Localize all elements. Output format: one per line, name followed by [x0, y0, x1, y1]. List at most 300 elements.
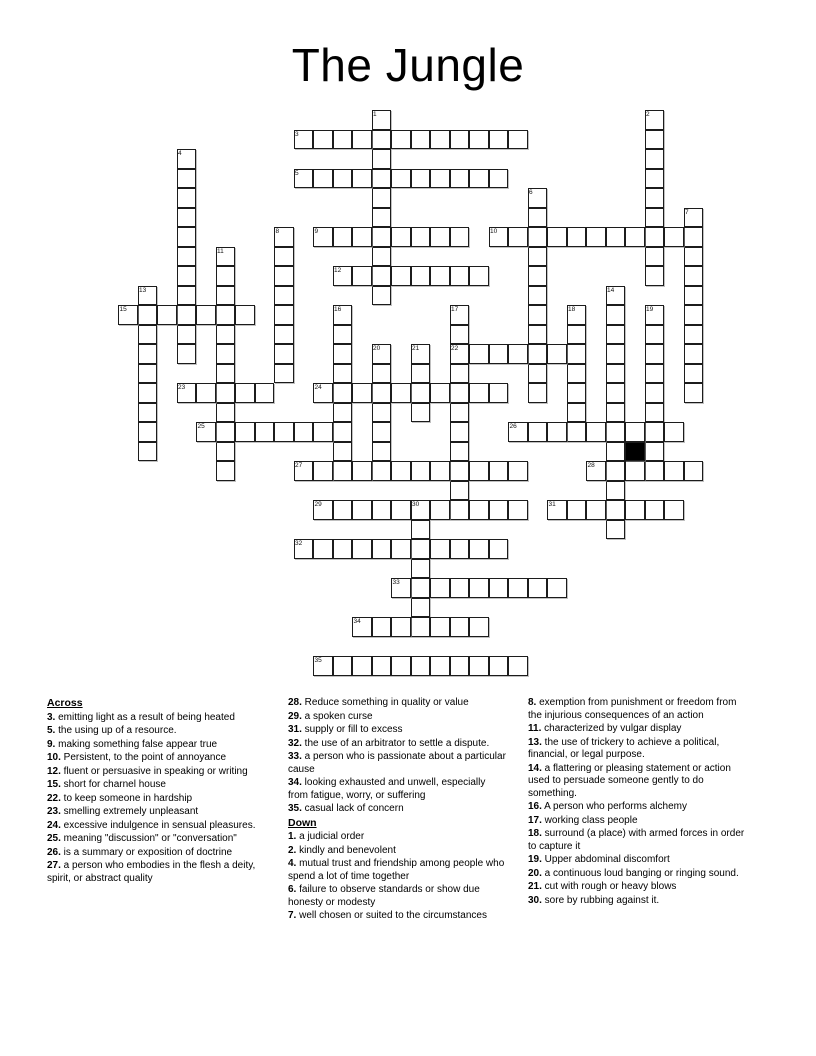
grid-cell[interactable] [313, 130, 333, 150]
clue-item-19: 19. Upper abdominal discomfort [528, 854, 670, 865]
grid-cell[interactable] [684, 344, 704, 364]
grid-cell[interactable] [274, 286, 294, 306]
clue-number-label: 1 [373, 111, 377, 118]
grid-cell[interactable] [469, 617, 489, 637]
grid-cell[interactable] [138, 364, 158, 384]
grid-cell[interactable] [450, 481, 470, 501]
grid-cell[interactable] [138, 403, 158, 423]
grid-cell[interactable] [567, 500, 587, 520]
grid-cell[interactable] [313, 539, 333, 559]
grid-cell[interactable] [450, 266, 470, 286]
clue-number-label: 14 [607, 286, 615, 294]
grid-cell[interactable] [372, 442, 392, 462]
grid-cell[interactable] [352, 227, 372, 247]
grid-cell[interactable] [430, 656, 450, 676]
grid-cell[interactable] [177, 344, 197, 364]
grid-cell[interactable] [372, 149, 392, 169]
grid-cell[interactable] [508, 578, 528, 598]
grid-cell[interactable] [528, 227, 548, 247]
grid-cell[interactable] [450, 364, 470, 384]
grid-cell[interactable] [333, 461, 353, 481]
grid-cell[interactable] [411, 578, 431, 598]
grid-cell[interactable] [528, 325, 548, 345]
grid-cell[interactable] [469, 344, 489, 364]
grid-cell[interactable] [177, 208, 197, 228]
grid-cell[interactable] [177, 305, 197, 325]
grid-cell[interactable] [528, 266, 548, 286]
grid-cell[interactable] [528, 305, 548, 325]
grid-cell[interactable] [469, 383, 489, 403]
grid-cell[interactable] [138, 305, 158, 325]
clue-item-33: 33. a person who is passionate about a particular cause [288, 751, 506, 775]
grid-cell[interactable] [508, 130, 528, 150]
grid-cell[interactable] [430, 617, 450, 637]
grid-cell[interactable] [645, 227, 665, 247]
grid-cell[interactable] [469, 500, 489, 520]
clue-item-12: 12. fluent or persuasive in speaking or writing [47, 765, 248, 777]
clue-number-label: 29 [314, 501, 322, 508]
grid-cell[interactable] [664, 227, 684, 247]
grid-cell[interactable] [430, 539, 450, 559]
grid-cell[interactable] [606, 344, 626, 364]
grid-cell[interactable] [450, 656, 470, 676]
grid-cell[interactable] [372, 422, 392, 442]
grid-cell[interactable] [391, 617, 411, 637]
grid-cell[interactable] [625, 500, 645, 520]
clue-item-11: 11. characterized by vulgar display [528, 723, 682, 734]
grid-cell[interactable] [586, 500, 606, 520]
grid-cell[interactable] [664, 500, 684, 520]
grid-cell[interactable] [645, 247, 665, 267]
grid-cell[interactable] [489, 578, 509, 598]
grid-cell[interactable] [450, 500, 470, 520]
grid-cell[interactable] [372, 188, 392, 208]
clue-number-label: 30 [412, 501, 420, 508]
grid-cell[interactable] [606, 305, 626, 325]
grid-cell[interactable] [645, 422, 665, 442]
grid-cell[interactable] [547, 344, 567, 364]
grid-cell[interactable] [606, 422, 626, 442]
clue-item-30: 30. sore by rubbing against it. [528, 894, 660, 906]
grid-cell[interactable] [352, 130, 372, 150]
grid-cell[interactable] [372, 247, 392, 267]
grid-cell[interactable] [645, 149, 665, 169]
grid-cell[interactable] [372, 656, 392, 676]
grid-cell[interactable] [411, 383, 431, 403]
grid-cell[interactable] [489, 461, 509, 481]
grid-cell[interactable] [352, 539, 372, 559]
across-heading: Across [47, 697, 83, 709]
grid-cell[interactable] [684, 383, 704, 403]
grid-cell[interactable] [645, 344, 665, 364]
grid-cell[interactable] [567, 325, 587, 345]
grid-cell[interactable] [684, 305, 704, 325]
grid-cell[interactable] [625, 422, 645, 442]
puzzle-title: The Jungle [291, 39, 525, 91]
grid-cell[interactable] [235, 383, 255, 403]
grid-cell[interactable] [645, 325, 665, 345]
grid-cell[interactable] [567, 344, 587, 364]
grid-cell[interactable] [684, 247, 704, 267]
grid-cell[interactable] [138, 442, 158, 462]
grid-cell[interactable] [606, 325, 626, 345]
grid-cell[interactable] [391, 656, 411, 676]
grid-cell[interactable] [274, 305, 294, 325]
grid-cell[interactable] [645, 130, 665, 150]
grid-cell[interactable] [411, 598, 431, 618]
clue-number-label: 21 [412, 345, 420, 352]
grid-cell[interactable] [391, 169, 411, 189]
grid-cell[interactable] [489, 130, 509, 150]
grid-cell[interactable] [430, 578, 450, 598]
grid-cell[interactable] [235, 305, 255, 325]
clue-number-label: 3 [295, 130, 299, 138]
grid-cell[interactable] [528, 208, 548, 228]
grid-cell[interactable] [547, 227, 567, 247]
grid-cell[interactable] [313, 422, 333, 442]
grid-cell[interactable] [352, 266, 372, 286]
grid-cell[interactable] [372, 266, 392, 286]
grid-cell[interactable] [372, 169, 392, 189]
grid-cell[interactable] [430, 169, 450, 189]
grid-cell[interactable] [372, 403, 392, 423]
grid-cell[interactable] [411, 520, 431, 540]
grid-cell[interactable] [333, 169, 353, 189]
grid-cell[interactable] [352, 656, 372, 676]
grid-cell[interactable] [333, 130, 353, 150]
clue-number-label: 24 [314, 384, 322, 391]
clue-item-6: 6. failure to observe standards or show due honesty or modesty [288, 884, 480, 908]
grid-cell[interactable] [645, 403, 665, 423]
clue-item-18: 18. surround (a place) with armed forces in order to capture it [528, 828, 745, 852]
grid-cell[interactable] [528, 286, 548, 306]
clue-item-20: 20. a continuous loud banging or ringing sound. [528, 867, 739, 879]
grid-cell[interactable] [391, 539, 411, 559]
clue-item-24: 24. excessive indulgence in sensual pleasures. [47, 819, 256, 831]
grid-cell[interactable] [430, 227, 450, 247]
grid-cell[interactable] [528, 578, 548, 598]
grid-cell[interactable] [391, 130, 411, 150]
grid-cell[interactable] [508, 227, 528, 247]
grid-cell[interactable] [606, 403, 626, 423]
grid-cell[interactable] [196, 305, 216, 325]
grid-cell[interactable] [586, 422, 606, 442]
grid-cell[interactable] [177, 188, 197, 208]
grid-cell[interactable] [411, 461, 431, 481]
grid-cell[interactable] [684, 227, 704, 247]
grid-cell[interactable] [411, 227, 431, 247]
grid-cell[interactable] [333, 539, 353, 559]
grid-cell[interactable] [489, 539, 509, 559]
grid-cell[interactable] [469, 656, 489, 676]
grid-cell[interactable] [528, 383, 548, 403]
clue-number-label: 25 [197, 423, 205, 430]
clue-item-28: 28. Reduce something in quality or value [288, 697, 469, 708]
grid-cell[interactable] [177, 266, 197, 286]
grid-cell[interactable] [216, 325, 236, 345]
grid-cell[interactable] [528, 364, 548, 384]
clue-item-4: 4. mutual trust and friendship among people who spend a lot of time together [288, 858, 505, 882]
grid-cell[interactable] [274, 364, 294, 384]
grid-cell[interactable] [177, 286, 197, 306]
grid-cell[interactable] [255, 383, 275, 403]
grid-cell[interactable] [606, 520, 626, 540]
clue-number-label: 9 [314, 228, 319, 235]
grid-cell[interactable] [450, 403, 470, 423]
grid-cell[interactable] [216, 422, 236, 442]
grid-cell[interactable] [684, 266, 704, 286]
grid-cell[interactable] [352, 461, 372, 481]
grid-cell[interactable] [372, 383, 392, 403]
grid-cell[interactable] [528, 344, 548, 364]
clue-number-label: 20 [373, 345, 381, 352]
grid-cell[interactable] [411, 559, 431, 579]
grid-cell[interactable] [138, 344, 158, 364]
grid-cell[interactable] [469, 461, 489, 481]
grid-cell[interactable] [430, 461, 450, 481]
grid-cell[interactable] [216, 266, 236, 286]
grid-cell[interactable] [489, 169, 509, 189]
grid-cell[interactable] [430, 266, 450, 286]
grid-cell[interactable] [333, 422, 353, 442]
grid-cell[interactable] [508, 500, 528, 520]
grid-cell[interactable] [372, 227, 392, 247]
grid-cell[interactable] [177, 169, 197, 189]
grid-cell[interactable] [645, 461, 665, 481]
clues-column-middle [288, 697, 506, 924]
grid-cell[interactable] [411, 539, 431, 559]
grid-cell[interactable] [645, 266, 665, 286]
grid-cell[interactable] [586, 227, 606, 247]
clue-number-label: 5 [295, 169, 299, 177]
grid-cell[interactable] [391, 383, 411, 403]
grid-cell[interactable] [138, 422, 158, 442]
grid-cell[interactable] [684, 286, 704, 306]
grid-cell[interactable] [645, 188, 665, 208]
clue-item-25: 25. meaning "discussion" or "conversation" [47, 833, 237, 844]
grid-cell[interactable] [372, 500, 392, 520]
grid-cell[interactable] [216, 286, 236, 306]
grid-cell[interactable] [177, 325, 197, 345]
grid-cell[interactable] [606, 461, 626, 481]
clue-number-label: 11 [217, 247, 224, 255]
grid-cell[interactable] [411, 169, 431, 189]
clue-number-label: 4 [178, 150, 182, 157]
clue-item-9: 9. making something false appear true [47, 738, 218, 750]
grid-cell[interactable] [567, 422, 587, 442]
grid-cell[interactable] [391, 266, 411, 286]
grid-cell[interactable] [450, 617, 470, 637]
grid-cell[interactable] [391, 227, 411, 247]
grid-cell[interactable] [528, 422, 548, 442]
grid-cell[interactable] [411, 130, 431, 150]
grid-cell[interactable] [372, 617, 392, 637]
grid-cell[interactable] [684, 364, 704, 384]
grid-cell[interactable] [606, 383, 626, 403]
grid-cell[interactable] [411, 266, 431, 286]
grid-cell[interactable] [372, 208, 392, 228]
clues-column-down [528, 697, 746, 908]
grid-cell[interactable] [625, 227, 645, 247]
grid-cell[interactable] [606, 364, 626, 384]
grid-cell[interactable] [274, 247, 294, 267]
grid-cell[interactable] [489, 500, 509, 520]
grid-cell[interactable] [352, 500, 372, 520]
grid-cell[interactable] [469, 169, 489, 189]
grid-cell[interactable] [333, 325, 353, 345]
clue-item-15: 15. short for charnel house [47, 779, 166, 790]
clue-item-26: 26. is a summary or exposition of doctrine [47, 846, 233, 858]
grid-cell[interactable] [547, 578, 567, 598]
grid-cell[interactable] [255, 422, 275, 442]
grid-cell[interactable] [216, 364, 236, 384]
grid-cell[interactable] [333, 344, 353, 364]
clue-number-label: 22 [451, 345, 459, 352]
grid-cell[interactable] [177, 227, 197, 247]
grid-cell[interactable] [450, 461, 470, 481]
grid-cell[interactable] [489, 656, 509, 676]
grid-cell[interactable] [216, 403, 236, 423]
grid-cell[interactable] [391, 500, 411, 520]
grid-cell[interactable] [274, 266, 294, 286]
grid-cell[interactable] [411, 617, 431, 637]
grid-cell[interactable] [508, 656, 528, 676]
grid-cell[interactable] [333, 442, 353, 462]
grid-cell[interactable] [196, 383, 216, 403]
grid-cell[interactable] [333, 403, 353, 423]
grid-cell[interactable] [645, 169, 665, 189]
grid-cell[interactable] [664, 422, 684, 442]
grid-cell[interactable] [508, 461, 528, 481]
grid-cell[interactable] [450, 169, 470, 189]
grid-cell[interactable] [352, 169, 372, 189]
grid-cell[interactable] [450, 442, 470, 462]
grid-cell[interactable] [333, 364, 353, 384]
clue-number-label: 27 [295, 462, 303, 469]
clue-item-22: 22. to keep someone in hardship [47, 792, 193, 804]
grid-cell[interactable] [567, 383, 587, 403]
grid-cell[interactable] [450, 325, 470, 345]
grid-cell[interactable] [430, 500, 450, 520]
grid-cell[interactable] [138, 383, 158, 403]
grid-cell[interactable] [450, 383, 470, 403]
grid-cell[interactable] [567, 403, 587, 423]
grid-cell[interactable] [567, 364, 587, 384]
clue-item-21: 21. cut with rough or heavy blows [528, 881, 677, 892]
grid-cell[interactable] [352, 383, 372, 403]
grid-cell[interactable] [606, 442, 626, 462]
grid-cell[interactable] [645, 383, 665, 403]
clue-number-label: 34 [353, 618, 361, 625]
grid-cell[interactable] [469, 578, 489, 598]
grid-cell[interactable] [216, 442, 236, 462]
grid-cell[interactable] [567, 227, 587, 247]
clue-number-label: 28 [587, 462, 595, 469]
grid-cell[interactable] [450, 539, 470, 559]
grid-cell[interactable] [333, 656, 353, 676]
grid-cell[interactable] [177, 247, 197, 267]
grid-cell[interactable] [294, 422, 314, 442]
grid-cell[interactable] [313, 169, 333, 189]
grid-cell[interactable] [313, 461, 333, 481]
grid-cell[interactable] [489, 383, 509, 403]
grid-cell[interactable] [469, 130, 489, 150]
grid-cell[interactable] [411, 364, 431, 384]
grid-cell[interactable] [450, 578, 470, 598]
grid-cell[interactable] [469, 539, 489, 559]
grid-cell[interactable] [216, 461, 236, 481]
grid-cell[interactable] [216, 383, 236, 403]
grid-cell[interactable] [216, 305, 236, 325]
grid-cell[interactable] [645, 208, 665, 228]
grid-cell[interactable] [411, 656, 431, 676]
grid-cell[interactable] [333, 383, 353, 403]
grid-cell[interactable] [606, 481, 626, 501]
grid-cell[interactable] [528, 247, 548, 267]
clue-item-35: 35. casual lack of concern [288, 803, 404, 814]
clue-item-16: 16. A person who performs alchemy [528, 801, 687, 812]
grid-cell[interactable] [625, 461, 645, 481]
grid-cell[interactable] [450, 422, 470, 442]
grid-cell[interactable] [138, 325, 158, 345]
clue-item-2: 2. kindly and benevolent [288, 844, 396, 856]
clue-item-5: 5. the using up of a resource. [47, 725, 177, 736]
clue-item-10: 10. Persistent, to the point of annoyance [47, 752, 227, 763]
grid-cell[interactable] [372, 461, 392, 481]
clue-number-label: 32 [295, 540, 303, 547]
clue-item-13: 13. the use of trickery to achieve a political, financial, or legal purpose. [528, 736, 720, 760]
grid-cell[interactable] [489, 344, 509, 364]
grid-cell[interactable] [508, 344, 528, 364]
clue-item-31: 31. supply or fill to excess [288, 724, 403, 735]
clue-number-label: 31 [548, 501, 556, 508]
grid-cell[interactable] [391, 461, 411, 481]
grid-cell[interactable] [372, 539, 392, 559]
grid-cell[interactable] [606, 500, 626, 520]
grid-cell[interactable] [645, 442, 665, 462]
grid-cell[interactable] [372, 286, 392, 306]
grid-cell[interactable] [430, 130, 450, 150]
grid-cell[interactable] [645, 500, 665, 520]
clue-item-32: 32. the use of an arbitrator to settle a dispute. [288, 737, 490, 749]
grid-cell[interactable] [469, 266, 489, 286]
grid-cell[interactable] [684, 461, 704, 481]
grid-cell[interactable] [430, 383, 450, 403]
grid-cell[interactable] [216, 344, 236, 364]
grid-cell[interactable] [606, 227, 626, 247]
grid-cell[interactable] [235, 422, 255, 442]
grid-cell[interactable] [411, 403, 431, 423]
clue-number-label: 17 [451, 306, 459, 313]
grid-cell[interactable] [157, 305, 177, 325]
grid-cell[interactable] [372, 130, 392, 150]
grid-cell[interactable] [333, 227, 353, 247]
grid-cell[interactable] [450, 227, 470, 247]
grid-cell[interactable] [274, 325, 294, 345]
grid-cell[interactable] [684, 325, 704, 345]
clue-item-27: 27. a person who embodies in the flesh a deity, spirit, or abstract quality [47, 860, 256, 884]
grid-cell[interactable] [274, 344, 294, 364]
grid-cell[interactable] [372, 364, 392, 384]
grid-cell[interactable] [664, 461, 684, 481]
grid-cell[interactable] [274, 422, 294, 442]
grid-cell[interactable] [450, 130, 470, 150]
grid-cell[interactable] [645, 364, 665, 384]
grid-cell[interactable] [333, 500, 353, 520]
clue-number-label: 23 [178, 384, 186, 391]
clue-number-label: 33 [392, 579, 400, 586]
grid-cell[interactable] [547, 422, 567, 442]
